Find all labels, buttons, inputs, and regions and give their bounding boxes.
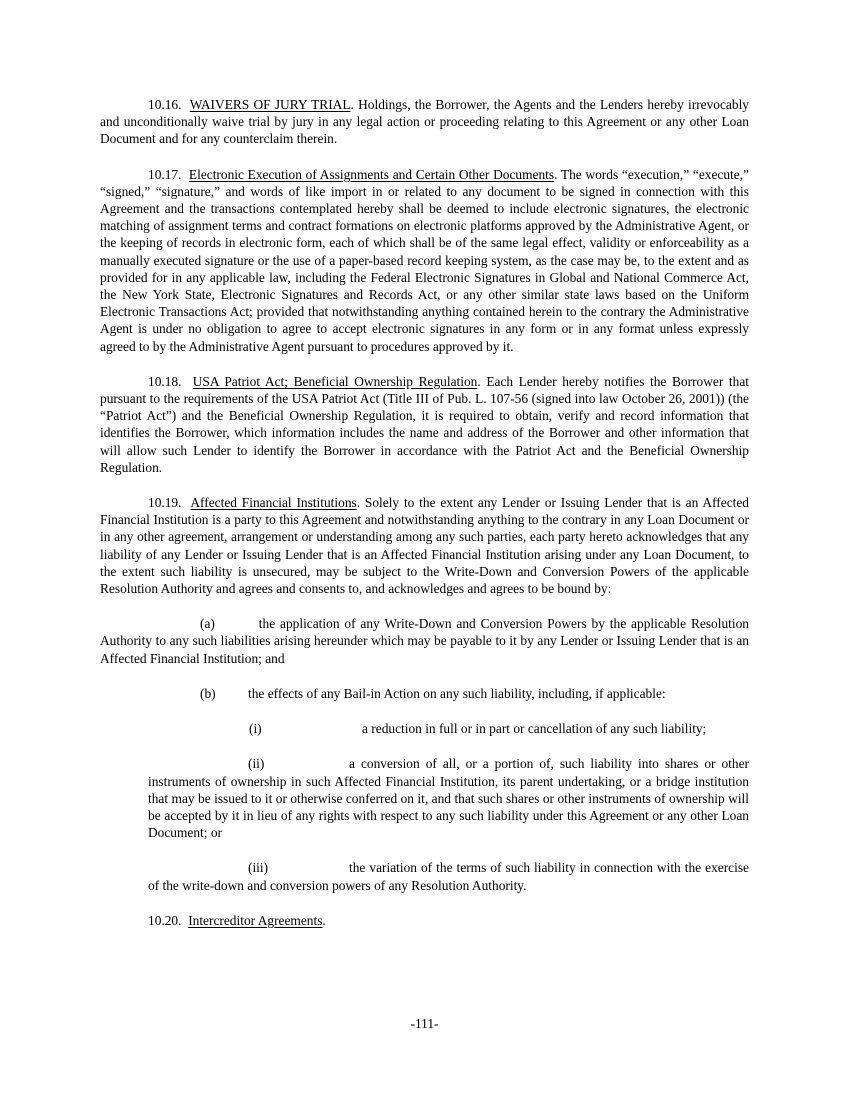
subclause-a <box>100 615 749 667</box>
subclause-b <box>200 685 749 702</box>
subclause-text: a reduction in full or in part or cancellation of any such liability; <box>362 721 707 737</box>
section-title: Affected Financial Institutions <box>190 495 357 511</box>
section-10-16 <box>100 96 749 148</box>
subclause-label: (iii) <box>248 860 269 876</box>
subclause-text: the effects of any Bail-in Action on any such liability, including, if applicable: <box>248 685 666 701</box>
section-body: . <box>322 912 326 928</box>
subclause-ii <box>148 755 749 841</box>
section-number: 10.19. <box>148 495 182 511</box>
section-10-19 <box>100 494 749 597</box>
section-title: WAIVERS OF JURY TRIAL <box>189 97 351 112</box>
section-10-17 <box>100 166 749 355</box>
subclause-text: a conversion of all, or a portion of, such liability into shares or other instruments of ownership in such Affected Financial Institution, its parent undertaking, or a bridge institution that may be issued to it or otherwise conferred on it, and that such shares or other instruments of ownership will be accepted by it in lieu of any rights with respect to any such liability under this Agreement or any other Loan Document; or <box>148 756 749 841</box>
section-body: . Holdings, the Borrower, the Agents and the Lenders hereby irrevocably and unconditionally waive trial by jury in any legal action or proceeding relating to this Agreement or any other Loan Document and for any counterclaim therein. <box>100 97 749 147</box>
section-number: 10.20. <box>148 912 182 928</box>
section-number: 10.16. <box>148 97 182 112</box>
subclause-text: the application of any Write-Down and Conversion Powers by the applicable Resolution Authority to any such liabilities arising hereunder which may be payable to it by any Lender or Issuing Lender that is an Affected Financial Institution; and <box>100 616 749 666</box>
subclause-iii <box>148 859 749 893</box>
section-body: . The words “execution,” “execute,” “signed,” “signature,” and words of like import in or related to any document to be signed in connection with this Agreement and the transactions contemplated hereby shall be deemed to include electronic signatures, the electronic matching of assignment terms and contract formations on electronic platforms approved by the Administrative Agent, or the keeping of records in electronic form, each of which shall be of the same legal effect, validity or enforceability as a manually executed signature or the use of a paper-based record keeping system, as the case may be, to the extent and as provided for in any applicable law, including the Federal Electronic Signatures in Global and National Commerce Act, the New York State, Electronic Signatures and Records Act, or any other similar state laws based on the Uniform Electronic Transactions Act; provided that notwithstanding anything contained herein to the contrary the Administrative Agent is under no obligation to agree to accept electronic signatures in any form or in any format unless expressly agreed to by the Administrative Agent pursuant to procedures approved by it. <box>100 166 750 354</box>
section-number: 10.17. <box>148 166 182 182</box>
page-number: -111- <box>410 1016 439 1031</box>
section-body: . Solely to the extent any Lender or Issuing Lender that is an Affected Financial Institution is a party to this Agreement and notwithstanding anything to the contrary in any Loan Document or in any other agreement, arrangement or understanding among any such parties, each party hereto acknowledges that any liability of any Lender or Issuing Lender that is an Affected Financial Institution arising under any Loan Document, to the extent such liability is unsecured, may be subject to the Write-Down and Conversion Powers of the applicable Resolution Authority and agrees and consents to, and acknowledges and agrees to be bound by: <box>100 495 749 597</box>
document-page <box>100 96 749 947</box>
section-body: . Each Lender hereby notifies the Borrower that pursuant to the requirements of the USA Patriot Act (Title III of Pub. L. 107-56 (signed into law October 26, 2001)) (the “Patriot Act”) and the Beneficial Ownership Regulation, it is required to obtain, verify and record information that identifies the Borrower, which information includes the name and address of the Borrower and other information that will allow such Lender to identify the Borrower in accordance with the Patriot Act and the Beneficial Ownership Regulation. <box>100 373 749 475</box>
subclause-text: the variation of the terms of such liability in connection with the exercise of the write-down and conversion powers of any Resolution Authority. <box>148 860 749 893</box>
subclause-label: (i) <box>249 721 262 737</box>
section-10-20 <box>100 912 749 929</box>
subclause-i <box>249 720 749 737</box>
section-10-18 <box>100 373 749 476</box>
subclause-label: (b) <box>200 685 216 701</box>
subclause-label: (a) <box>200 616 215 632</box>
subclause-label: (ii) <box>248 756 265 772</box>
section-title: Intercreditor Agreements <box>188 912 323 928</box>
section-title: Electronic Execution of Assignments and Certain Other Documents <box>188 166 555 182</box>
section-title: USA Patriot Act; Beneficial Ownership Regulation <box>192 373 478 389</box>
section-number: 10.18. <box>148 373 182 389</box>
